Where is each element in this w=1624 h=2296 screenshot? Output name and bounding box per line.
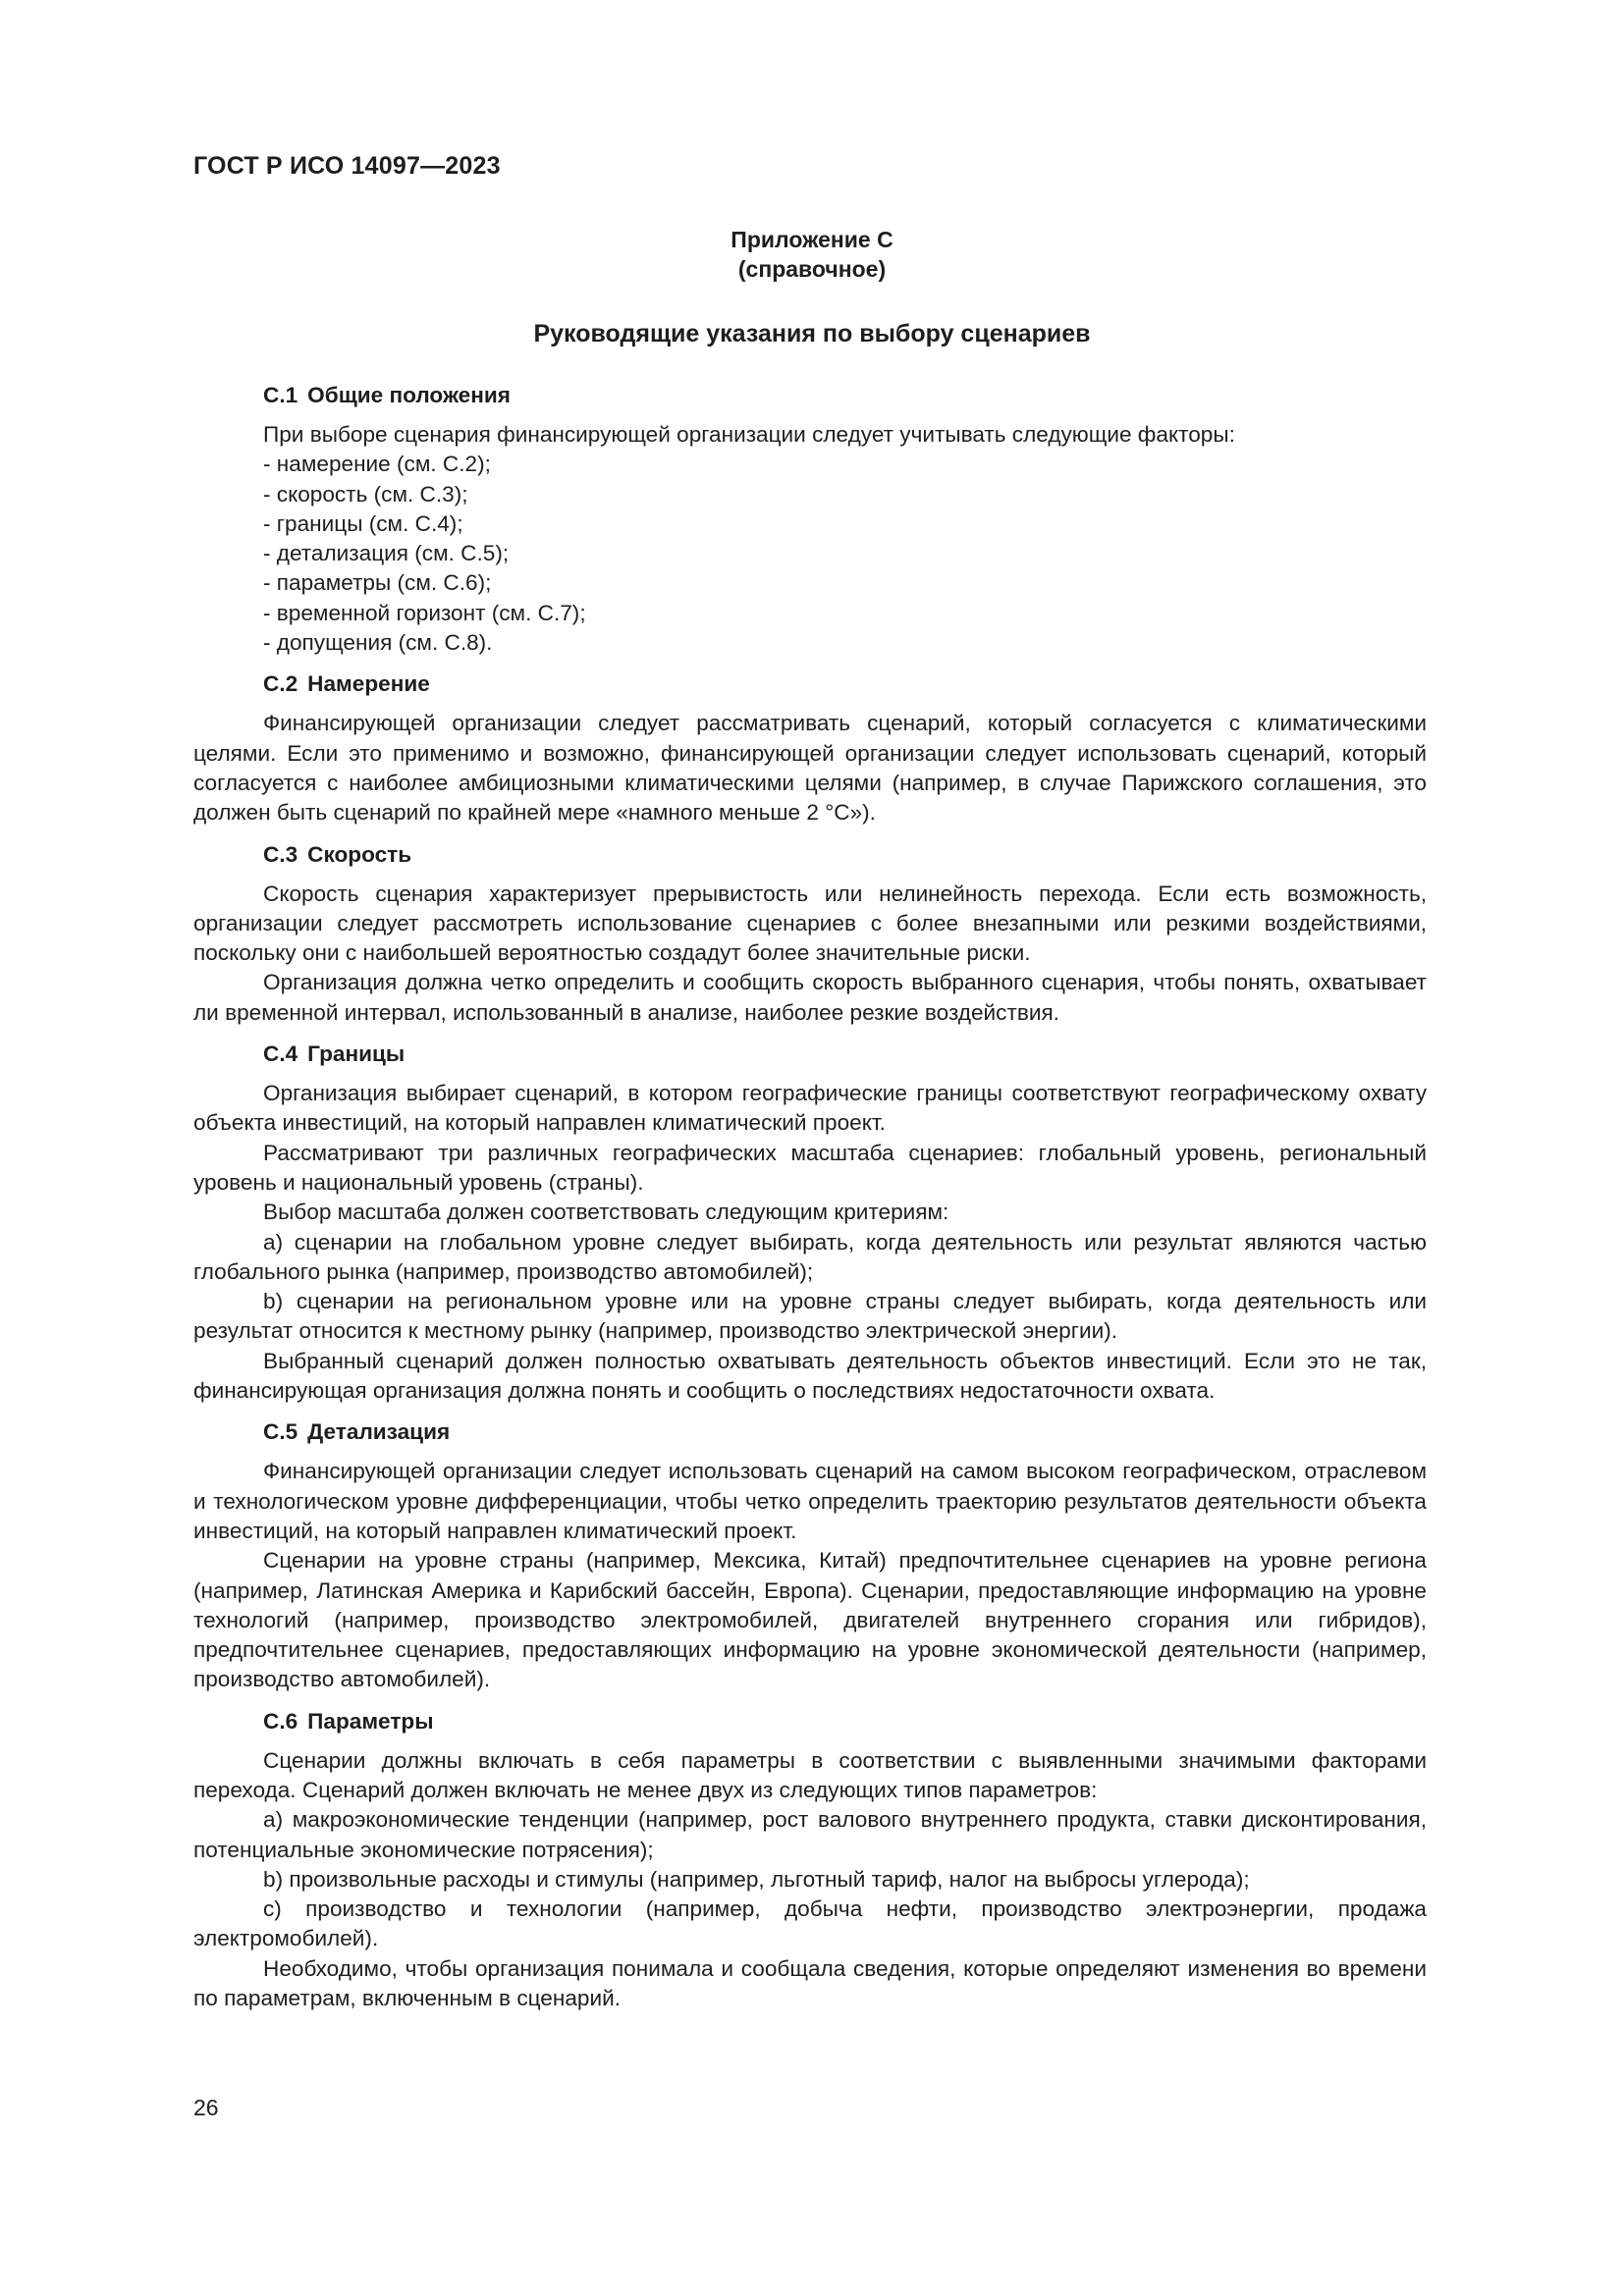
section-title: Границы [307, 1041, 406, 1067]
section-heading [193, 840, 1427, 870]
section-c5 [193, 1417, 1427, 1694]
annex-label: Приложение С [731, 227, 893, 252]
paragraph: Организация выбирает сценарий, в котором географические границы соответствуют географическому охвату объекта инвестиций, на который направлен климатический проект. [193, 1081, 1427, 1136]
annex-type: (справочное) [737, 256, 887, 282]
section-title: Общие положения [307, 383, 511, 407]
section-title: Скорость [307, 841, 412, 867]
paragraph: Финансирующей организации следует рассматривать сценарий, который согласуется с климатическими целями. Если это применимо и возможно, финансирующей организации следует использовать сценарий, который согласуется с наиболее амбициозными климатическими целями (например, в случае Парижского соглашения, это должен быть сценарий по крайней мере «намного меньше 2 °C»). [193, 711, 1427, 826]
list-item: - детализация (см. С.5); [263, 541, 510, 566]
section-number: С.1 [263, 383, 298, 407]
list-item: - скорость (см. С.3); [263, 481, 468, 507]
section-heading [193, 1707, 1427, 1736]
paragraph: Финансирующей организации следует использовать сценарий на самом высоком географическом, отраслевом и технологическом уровне дифференциации, чтобы четко определить траекторию результатов деятельности объекта инвестиций, на который направлен климатический проект. [193, 1459, 1427, 1543]
paragraph: Организация должна четко определить и сообщить скорость выбранного сценария, чтобы понять, охватывает ли временной интервал, использованный в анализе, наиболее резкие воздействия. [193, 970, 1427, 1025]
section-heading [193, 1417, 1427, 1447]
section-number: С.6 [263, 1708, 298, 1734]
section-intro: При выборе сценария финансирующей организации следует учитывать следующие факторы: [263, 422, 1235, 447]
section-number: С.2 [263, 671, 298, 697]
paragraph: Скорость сценария характеризует прерывистость или нелинейность перехода. Если есть возможность, организации следует рассмотреть использование сценариев с более внезапными или резкими воздействиями, поскольку они с наибольшей вероятностью создадут более значительные риски. [193, 881, 1427, 966]
paragraph: а) сценарии на глобальном уровне следует выбирать, когда деятельность или результат являются частью глобального рынка (например, производство автомобилей); [193, 1229, 1427, 1284]
list-item: - допущения (см. С.8). [263, 630, 493, 656]
paragraph: Выбор масштаба должен соответствовать следующим критериям: [263, 1200, 949, 1225]
section-title: Намерение [307, 671, 430, 697]
paragraph: с) производство и технологии (например, добыча нефти, производство электроэнергии, продажа электромобилей). [193, 1896, 1427, 1951]
paragraph: Сценарии должны включать в себя параметры в соответствии с выявленными значимыми факторами перехода. Сценарий должен включать не менее двух из следующих типов параметров: [193, 1747, 1427, 1802]
paragraph: b) произвольные расходы и стимулы (например, льготный тариф, налог на выбросы углерода); [263, 1866, 1250, 1892]
section-title: Параметры [307, 1708, 434, 1734]
annex-heading [0, 225, 1624, 284]
list-item: - намерение (см. С.2); [263, 452, 491, 477]
annex-title: Руководящие указания по выбору сценариев [533, 320, 1091, 347]
section-c6 [193, 1707, 1427, 2014]
page-number: 26 [193, 2095, 219, 2120]
list-item: - временной горизонт (см. С.7); [263, 600, 586, 625]
paragraph: Необходимо, чтобы организация понимала и сообщала сведения, которые определяют изменения во времени по параметрам, включенным в сценарий. [193, 1955, 1427, 2011]
factor-list [193, 450, 1427, 658]
section-number: С.5 [263, 1419, 298, 1445]
document-code: ГОСТ Р ИСО 14097—2023 [193, 152, 501, 180]
section-c4 [193, 1040, 1427, 1406]
section-number: С.4 [263, 1041, 298, 1067]
paragraph: Сценарии на уровне страны (например, Мексика, Китай) предпочтительнее сценариев на уровне региона (например, Латинская Америка и Карибский бассейн, Европа). Сценарии, предоставляющие информацию на уровне технологий (например, производство электромобилей, двигателей внутреннего сгорания или гибридов), предпочтительнее сценариев, предоставляющих информацию на уровне экономической деятельности (например, производство автомобилей). [193, 1548, 1427, 1692]
paragraph: b) сценарии на региональном уровне или на уровне страны следует выбирать, когда деятельность или результат относится к местному рынку (например, производство электрической энергии). [193, 1289, 1427, 1344]
list-item: - параметры (см. С.6); [263, 570, 492, 596]
paragraph: а) макроэкономические тенденции (например, рост валового внутреннего продукта, ставки дисконтирования, потенциальные экономические потрясения); [193, 1807, 1427, 1862]
document-body [193, 381, 1427, 2017]
paragraph: Выбранный сценарий должен полностью охватывать деятельность объектов инвестиций. Если это не так, финансирующая организация должна понять и сообщить о последствиях недостаточности охвата. [193, 1348, 1427, 1404]
list-item: - границы (см. С.4); [263, 510, 463, 536]
section-c3 [193, 840, 1427, 1028]
section-c2 [193, 669, 1427, 828]
section-heading [193, 1040, 1427, 1069]
paragraph: Рассматривают три различных географических масштаба сценариев: глобальный уровень, региональный уровень и национальный уровень (страны). [193, 1140, 1427, 1195]
section-c1 [193, 381, 1427, 658]
section-heading [193, 381, 1427, 410]
section-title: Детализация [307, 1419, 451, 1445]
section-number: С.3 [263, 841, 298, 867]
section-heading [193, 669, 1427, 699]
